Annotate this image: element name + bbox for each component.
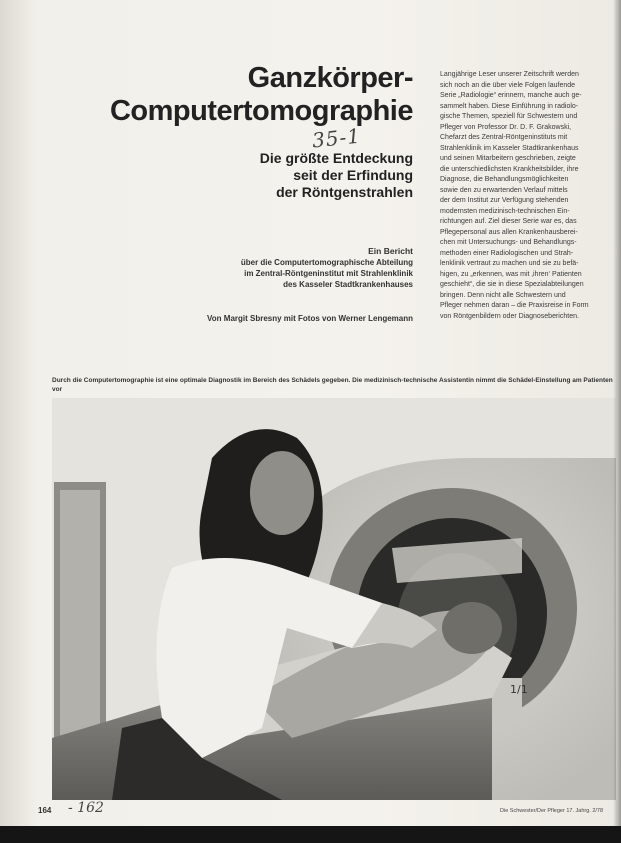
body-text-line: richtungen auf. Ziel dieser Serie war es, das [440, 218, 577, 225]
body-text-line: bringen. Denn nicht alle Schwestern und [440, 291, 566, 299]
body-text-line: Strahlenklinik im Kasseler Stadtkrankenhaus [440, 144, 579, 152]
report-intro-line-3: im Zentral-Röntgeninstitut mit Strahlenklinik [244, 269, 413, 278]
report-intro-line-2: über die Computertomographische Abteilung [240, 258, 413, 267]
body-text-line: lenklinik vertraut zu machen und sie zu befä- [440, 260, 579, 267]
body-text-line: gische Themen, speziell für Schwestern und [440, 113, 578, 120]
body-text-line: modernsten medizinisch-technischen Ein- [440, 207, 570, 215]
body-text-line: geschieht“, die sie in diese Spezialabteilungen [440, 281, 584, 288]
body-text-line: sammelt haben. Diese Einführung in radiolo- [440, 102, 579, 110]
body-text-line: Diagnose, die Behandlungsmöglichkeiten [440, 176, 569, 183]
body-text-line: Langjährige Leser unserer Zeitschrift werden [440, 71, 579, 78]
journal-reference: Die Schwester/Der Pfleger 17. Jahrg. 2/78 [500, 808, 604, 814]
article-title-line-2: Computertomographie [109, 95, 413, 127]
body-text-line: Pfleger von Professor Dr. D. F. Grakowski, [440, 123, 572, 131]
scan-bottom-border [0, 826, 621, 843]
subtitle-line-3: der Röntgenstrahlen [276, 184, 413, 200]
author-byline: Von Margit Sbresny mit Fotos von Werner Lengemann [207, 314, 413, 323]
report-intro-line-1: Ein Bericht [368, 246, 413, 256]
body-text-line: Serie „Radiologie“ erinnern, manche auch ge- [440, 92, 582, 99]
body-text-line: sich noch an die über viele Folgen laufende [440, 81, 576, 89]
page-number: 164 [38, 806, 52, 815]
body-text-line: die unterschiedlichsten Krankheitsbilder, ihre [440, 165, 579, 173]
body-text-line: Pfleger nehmen daran – die Praxisreise in Form [440, 302, 589, 309]
gantry-label: 1/1 [510, 683, 528, 696]
article-title-line-1: Ganzkörper- [247, 62, 413, 94]
subtitle-line-1: Die größte Entdeckung [259, 150, 413, 166]
body-text-line: Pflegepersonal aus allen Krankenhausberei- [440, 228, 578, 236]
body-text-line: methoden einer Radiologischen und Strah- [440, 249, 574, 257]
body-text-line: higen, zu „erkennen, was mit ‚ihren‘ Patienten [440, 270, 582, 278]
body-text-line: von Röntgenbildern oder Diagnoseberichten. [440, 312, 579, 320]
subtitle-line-2: seit der Erfindung [293, 167, 413, 183]
body-text-line: Chefarzt des Zentral-Röntgeninstituts mit [440, 134, 568, 141]
body-text-line: der dem Institut zur Verfügung stehenden [440, 197, 569, 204]
page-edge-shadow [613, 0, 621, 843]
article-photo [52, 398, 616, 800]
handwritten-page-number: - 162 [68, 800, 104, 816]
handwritten-annotation: 35-1 [310, 123, 363, 153]
photo-caption: Durch die Computertomographie ist eine optimale Diagnostik im Bereich des Schädels gegeben. Die medizinisch-technische Assistentin nimmt die Schädel-Einstellung am Patienten vor [52, 377, 613, 393]
body-text-line: und seinen Mitarbeitern geschrieben, zeigte [440, 155, 576, 162]
body-text-line: chen mit Untersuchungs- und Behandlungs- [440, 239, 577, 246]
report-intro-line-4: des Kasseler Stadtkrankenhauses [283, 280, 413, 289]
body-text-column [440, 70, 616, 322]
body-text-line: sowie den zu erwartenden Verlauf mittels [440, 186, 568, 194]
